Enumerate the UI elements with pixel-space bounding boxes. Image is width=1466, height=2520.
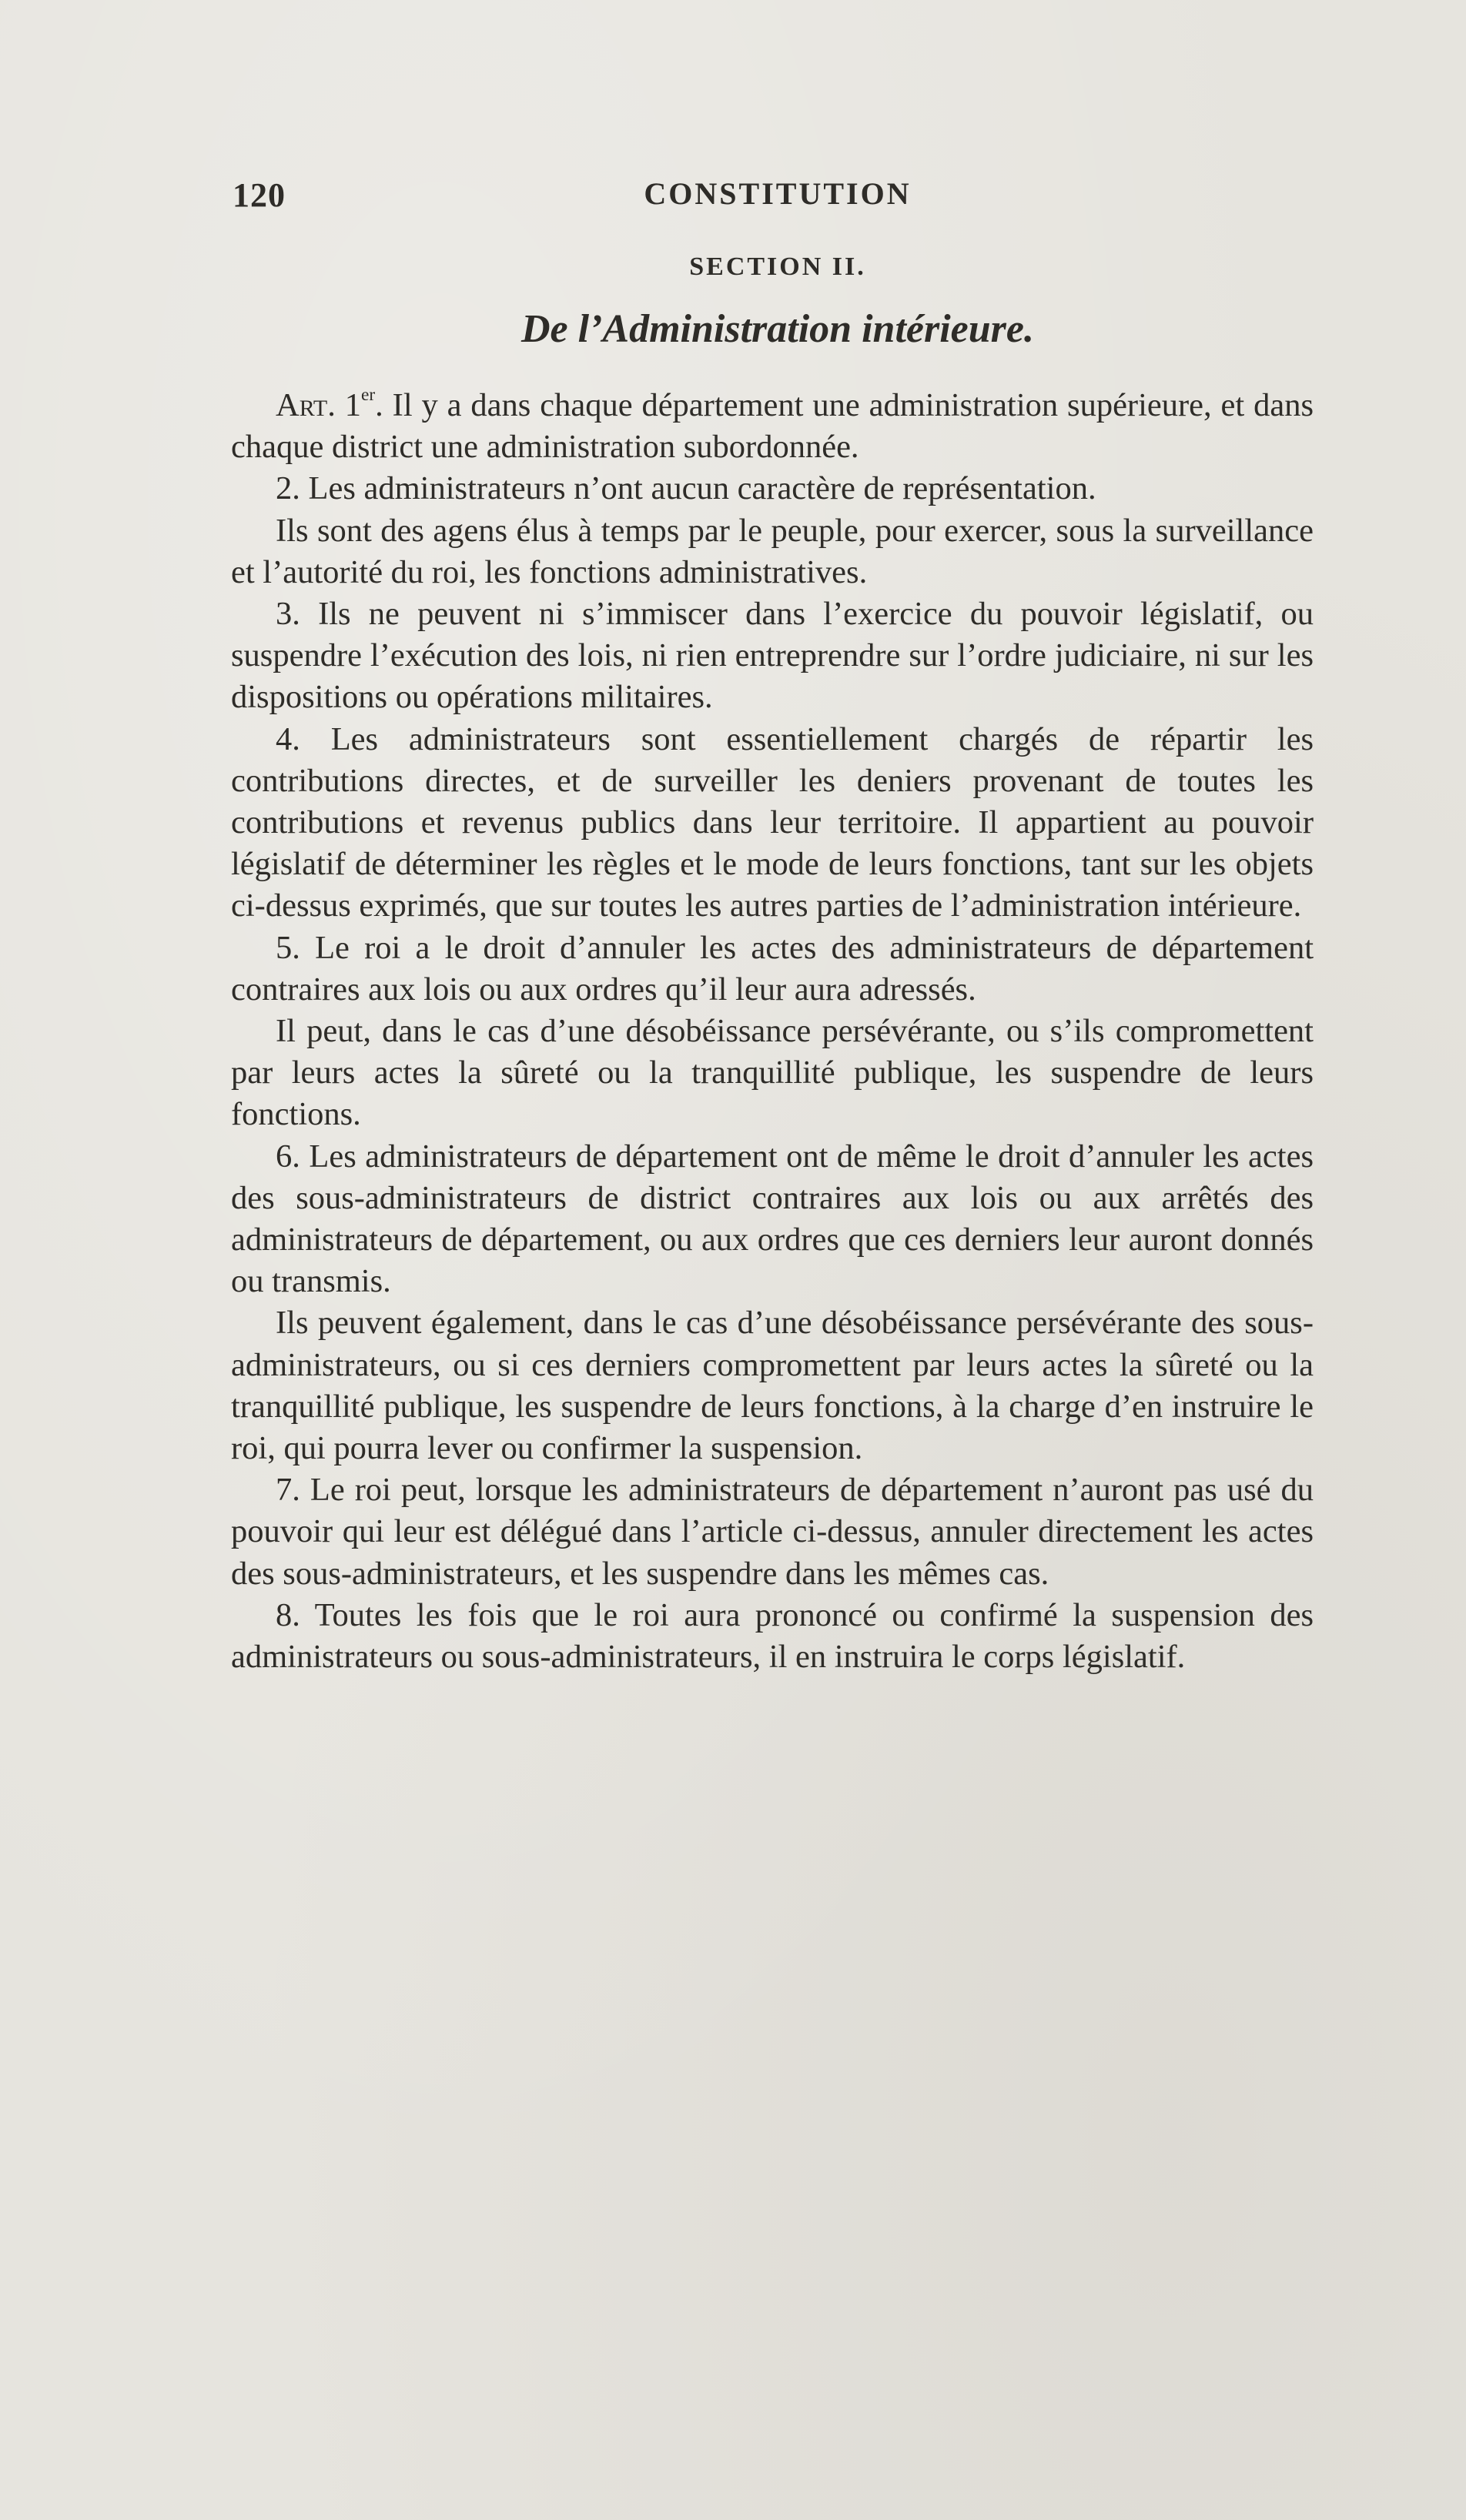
running-head: CONSTITUTION — [644, 176, 912, 211]
paragraph: 8. Toutes les fois que le roi aura prononcé ou confirmé la suspension des administrateurs ou sous-administrateurs, il en instruira le corps législatif. — [231, 1596, 1314, 1676]
body-text — [231, 385, 1314, 1678]
article-number: 1 — [344, 387, 361, 423]
paragraph: 4. Les administrateurs sont essentiellement chargés de répartir les contributions directes, et de surveiller les deniers provenant de toutes les contributions et revenus publics dans leur territoire. Il appartient au pouvoir législatif de déterminer les règles et le mode de leurs fonctions, tant sur les objets ci-dessus exprimés, que sur toutes les autres parties de l’administration intérieure. — [231, 720, 1314, 924]
paragraph: 3. Ils ne peuvent ni s’immiscer dans l’exercice du pouvoir législatif, ou suspendre l’exécution des lois, ni rien entreprendre sur l’ordre judiciaire, ni sur les dispositions ou opérations militaires. — [231, 596, 1314, 716]
section-label: SECTION II. — [689, 252, 866, 281]
page-header — [231, 175, 1324, 222]
paragraph: Ils peuvent également, dans le cas d’une désobéissance persévérante des sous-administrateurs, ou si ces derniers compromettent par leurs actes la sûreté ou la tranquillité publique, les suspendre de leurs fonctions, à la charge d’en instruire le roi, qui pourra lever ou confirmer la suspension. — [231, 1305, 1314, 1467]
paragraph — [231, 385, 1314, 468]
article-superscript: er — [361, 385, 376, 406]
paragraph: 6. Les administrateurs de département ont de même le droit d’annuler les actes des sous-administrateurs de district contraires aux lois ou aux arrêtés des administrateurs de département, ou aux ordres que ces derniers leur auront donnés ou transmis. — [231, 1138, 1314, 1300]
section-title: De l’Administration intérieure. — [521, 307, 1034, 351]
paragraph: 5. Le roi a le droit d’annuler les actes des administrateurs de département contraires aux lois ou aux ordres qu’il leur aura adressés. — [231, 929, 1314, 1008]
paragraph: Ils sont des agens élus à temps par le peuple, pour exercer, sous la surveillance et l’autorité du roi, les fonctions administratives. — [231, 512, 1314, 590]
paragraph-text: . Il y a dans chaque département une administration supérieure, et dans chaque district une administration subordonnée. — [231, 387, 1314, 466]
page-number: 120 — [233, 176, 286, 214]
article-label: Art. — [276, 387, 336, 423]
paragraph: 7. Le roi peut, lorsque les administrateurs de département n’auront pas usé du pouvoir qui leur est délégué dans l’article ci-dessus, annuler directement les actes des sous-administrateurs, et les suspendre dans les mêmes cas. — [231, 1472, 1314, 1592]
paragraph: Il peut, dans le cas d’une désobéissance persévérante, ou s’ils compromettent par leurs actes la sûreté ou la tranquillité publique, les suspendre de leurs fonctions. — [231, 1013, 1314, 1133]
paragraph: 2. Les administrateurs n’ont aucun caractère de représentation. — [276, 470, 1096, 507]
